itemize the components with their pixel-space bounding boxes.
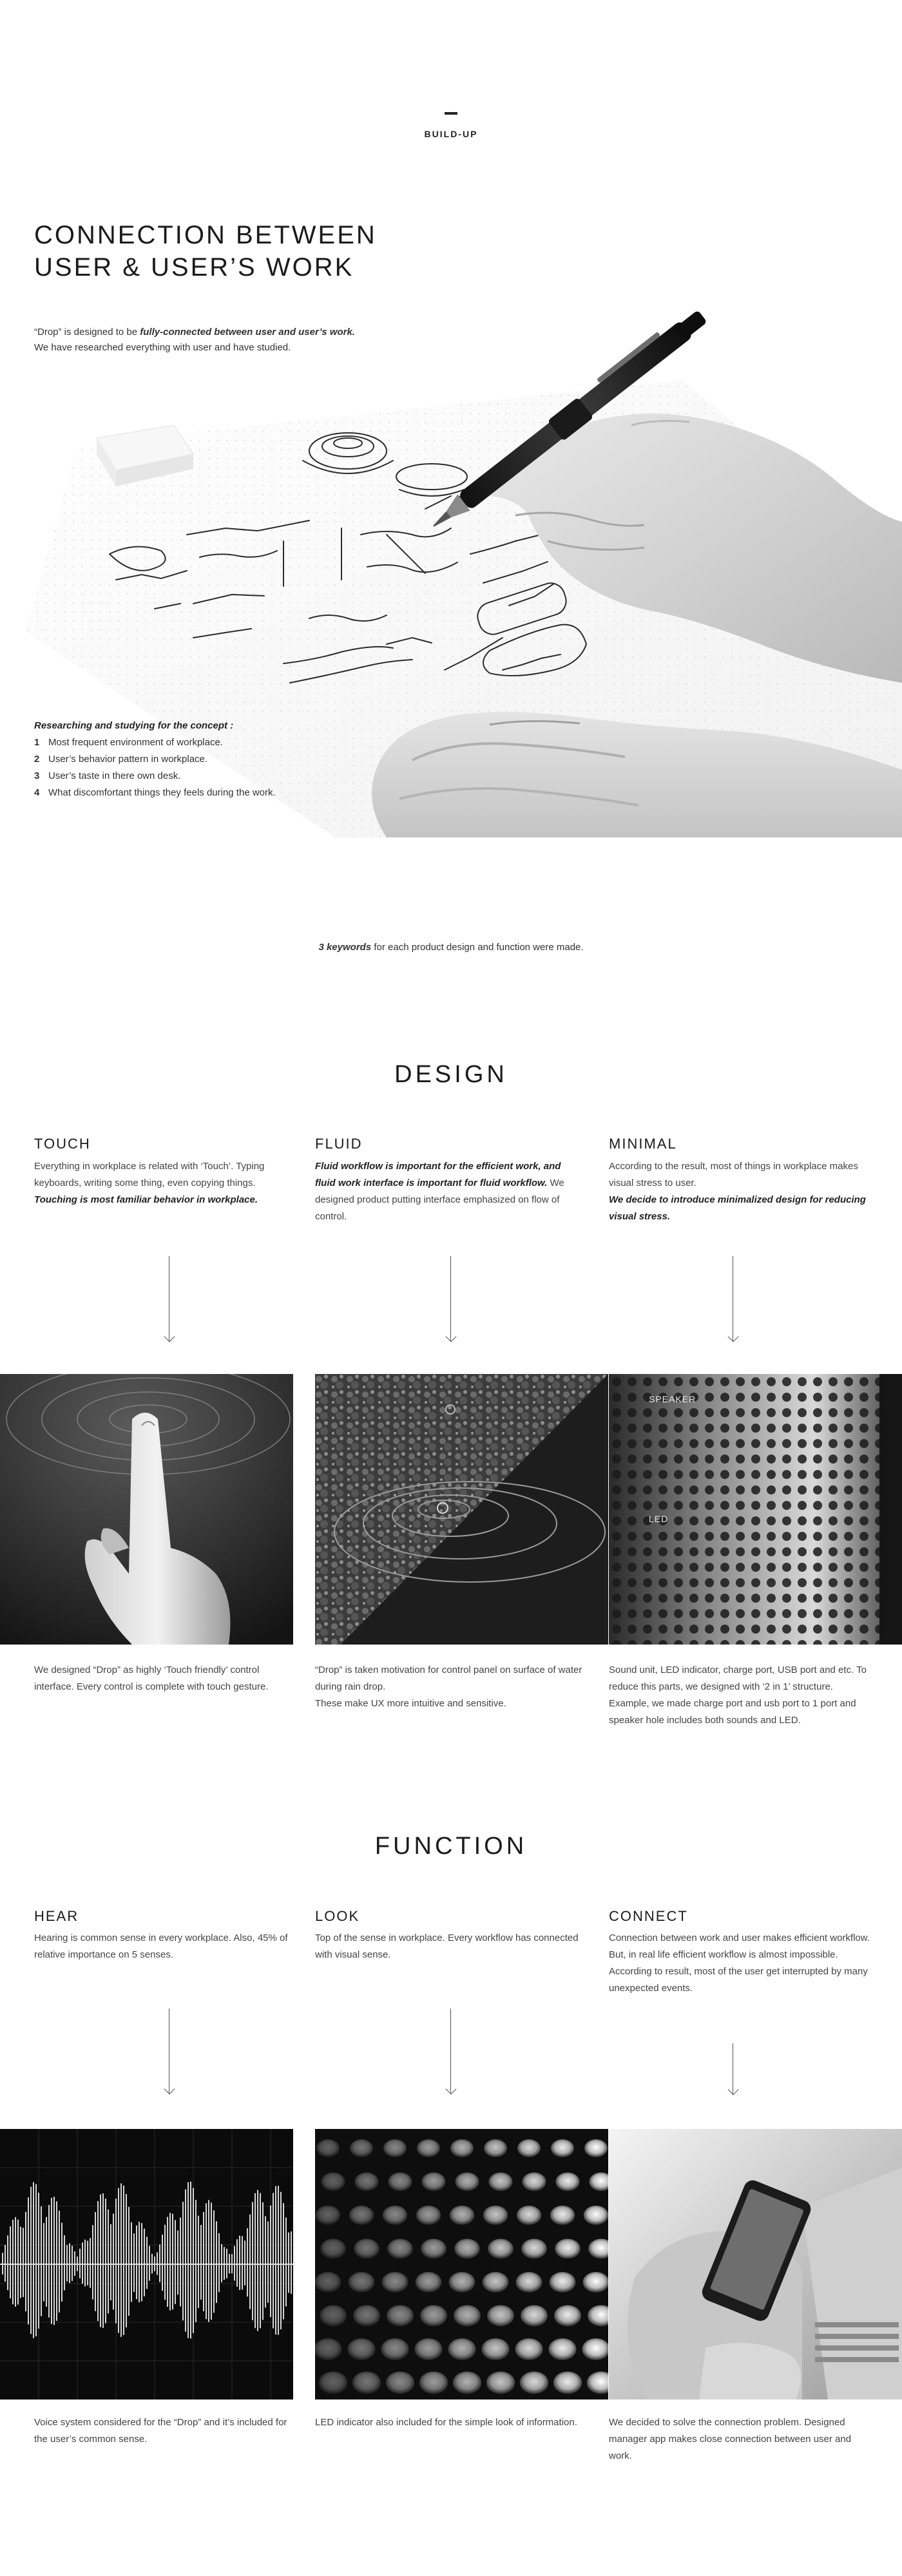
function-hear-caption: Voice system considered for the “Drop” and it’s included for the user’s common sense.: [34, 2417, 287, 2445]
design-minimal-title: MINIMAL: [609, 1136, 677, 1152]
design-fluid-caption: “Drop” is taken motivation for control panel on surface of water during rain drop. These make UX more intuitive and sensitive.: [315, 1665, 582, 1709]
function-connect-text: Connection between work and user makes efficient workflow. But, in real life efficient workflow is almost impossible. According to result, most of the user get interrupted by many unexpected events.: [609, 1932, 870, 1994]
led-dot: [416, 2272, 442, 2293]
led-dot: [488, 2173, 512, 2191]
led-dot: [421, 2173, 445, 2191]
research-item-text: User’s taste in there own desk.: [48, 770, 181, 781]
led-dot: [316, 2139, 340, 2157]
design-touch-title: TOUCH: [34, 1136, 91, 1152]
led-dot: [387, 2305, 414, 2327]
led-dot: [353, 2305, 380, 2327]
led-dot: [553, 2372, 582, 2394]
led-dot: [319, 2372, 347, 2394]
arrow-down-icon: [163, 1256, 176, 1343]
function-heading: FUNCTION: [374, 1833, 528, 1860]
design-touch-text: [34, 1158, 298, 1208]
led-dot: [448, 2338, 475, 2360]
led-dot: [321, 2173, 345, 2191]
led-dot: [352, 2372, 381, 2394]
led-dot: [419, 2372, 448, 2394]
led-dot: [450, 2206, 474, 2225]
research-item: [34, 734, 395, 751]
led-dot: [453, 2372, 481, 2394]
function-look-caption: LED indicator also included for the simple look of information.: [315, 2417, 577, 2428]
hero-intro-emphasis: fully-connected between user and user’s work.: [140, 327, 355, 338]
led-dot: [449, 2272, 475, 2293]
led-dot: [417, 2139, 440, 2157]
design-minimal-caption: Sound unit, LED indicator, charge port, USB port and etc. To reduce this parts, we designed with ‘2 in 1’ structure. Example, we made charge port and usb port to 1 port and speaker hole includes both sounds and LED.: [609, 1665, 867, 1726]
led-dot: [386, 2372, 414, 2394]
led-dot: [521, 2305, 548, 2327]
led-dot: [420, 2305, 447, 2327]
research-item: [34, 768, 395, 785]
research-list: [34, 718, 395, 801]
hero-title-line1: CONNECTION BETWEEN: [34, 221, 377, 249]
led-label: LED: [649, 1514, 669, 1524]
fluid-water-drop-image: [315, 1374, 608, 1645]
hero-intro-line1: [34, 325, 485, 340]
led-dot: [381, 2338, 408, 2360]
led-dot: [421, 2239, 446, 2259]
hero-title-line2: USER & USER’S WORK: [34, 253, 354, 281]
arrow-down-icon: [163, 2008, 176, 2095]
research-item-number: 3: [34, 770, 40, 781]
research-item-text: Most frequent environment of workplace.: [48, 737, 223, 748]
led-dot: [315, 2338, 342, 2360]
led-dot: [349, 2272, 375, 2293]
keywords-rest: for each product design and function were made.: [371, 942, 584, 953]
led-dot: [483, 2272, 509, 2293]
hero-intro-line2: We have researched everything with user and have studied.: [34, 342, 291, 353]
design-touch-text-plain: Everything in workplace is related with ‘Touch’. Typing keyboards, writing some thing, even copying things.: [34, 1161, 265, 1188]
led-dot: [414, 2338, 442, 2360]
research-item: [34, 751, 395, 768]
led-dot: [354, 2239, 379, 2259]
led-dot: [520, 2372, 548, 2394]
design-fluid-text-plain: We designed product putting interface emphasized on flow of control.: [315, 1178, 564, 1222]
design-touch-text-emphasis: Touching is most familiar behavior in workplace.: [34, 1194, 258, 1205]
led-dot: [349, 2206, 374, 2225]
section-label: BUILD-UP: [424, 129, 478, 139]
research-item: [34, 785, 395, 801]
arrow-down-icon: [727, 1256, 740, 1343]
led-dot: [455, 2173, 479, 2191]
led-dot: [517, 2206, 541, 2225]
led-dot: [554, 2305, 581, 2327]
look-led-image: [315, 2129, 608, 2399]
led-dot: [388, 2173, 412, 2191]
research-item-text: User’s behavior pattern in workplace.: [48, 754, 208, 765]
led-dot: [488, 2239, 513, 2259]
hear-waveform-image: [0, 2129, 293, 2399]
design-heading: DESIGN: [394, 1061, 508, 1088]
led-dot: [487, 2305, 514, 2327]
keywords-line: [0, 942, 902, 953]
led-dot: [320, 2305, 347, 2327]
led-dot: [521, 2239, 547, 2259]
led-dot: [550, 2206, 575, 2225]
led-dot: [450, 2139, 474, 2157]
hero-title: [34, 219, 377, 283]
led-dot: [481, 2338, 509, 2360]
minimal-speaker-image: [609, 1374, 902, 1645]
led-dot: [316, 2206, 340, 2225]
led-dot: [315, 2272, 341, 2293]
function-look-title: LOOK: [315, 1908, 360, 1924]
hero-intro-plain: “Drop” is designed to be: [34, 327, 140, 338]
function-hear-title: HEAR: [34, 1908, 79, 1924]
led-dot: [483, 2206, 508, 2225]
hero-intro: [34, 325, 485, 356]
led-dot: [522, 2173, 546, 2191]
design-fluid-text-emphasis: Fluid workflow is important for the efficient work, and fluid work interface is important for fluid workflow.: [315, 1161, 561, 1188]
led-dot: [416, 2206, 441, 2225]
led-dot: [382, 2272, 408, 2293]
function-hear-text: Hearing is common sense in every workplace. Also, 45% of relative importance on 5 senses.: [34, 1932, 288, 1960]
function-connect-caption: We decided to solve the connection problem. Designed manager app makes close connection between user and work.: [609, 2417, 852, 2461]
connect-phone-image: [609, 2129, 902, 2399]
led-dot: [320, 2239, 346, 2259]
header-dash: [445, 112, 457, 115]
led-dot: [354, 2173, 378, 2191]
design-fluid-title: FLUID: [315, 1136, 363, 1152]
touch-finger-image: [0, 1374, 293, 1645]
led-dot: [555, 2173, 579, 2191]
arrow-down-icon: [445, 2008, 457, 2095]
led-dot: [517, 2139, 541, 2157]
design-fluid-text: [315, 1158, 579, 1225]
research-item-number: 2: [34, 754, 40, 765]
led-dot: [383, 2206, 407, 2225]
design-minimal-text-emphasis: We decide to introduce minimalized design for reducing visual stress.: [609, 1194, 866, 1222]
research-item-number: 1: [34, 737, 40, 748]
keywords-emphasis: 3 keywords: [318, 942, 372, 953]
led-dot: [584, 2139, 608, 2157]
led-dot: [551, 2139, 574, 2157]
led-dot: [387, 2239, 413, 2259]
speaker-label: SPEAKER: [649, 1394, 696, 1404]
led-dot: [516, 2272, 542, 2293]
led-dot: [484, 2139, 507, 2157]
led-dot: [550, 2272, 576, 2293]
led-dot: [584, 2206, 608, 2225]
design-minimal-text: [609, 1158, 873, 1225]
function-look-text: Top of the sense in workplace. Every workflow has connected with visual sense.: [315, 1932, 579, 1960]
led-dot: [383, 2139, 407, 2157]
led-dot: [486, 2372, 515, 2394]
arrow-down-icon: [445, 1256, 457, 1343]
design-touch-caption: We designed “Drop” as highly ‘Touch friendly’ control interface. Every control is complete with touch gesture.: [34, 1665, 269, 1692]
research-item-text: What discomfortant things they feels during the work.: [48, 787, 276, 798]
led-dot: [583, 2272, 608, 2293]
led-dot: [454, 2239, 480, 2259]
led-dot: [548, 2338, 576, 2360]
led-dot: [454, 2305, 481, 2327]
design-minimal-text-plain: According to the result, most of things in workplace makes visual stress to user.: [609, 1161, 858, 1188]
led-dot: [347, 2338, 375, 2360]
led-dot: [555, 2239, 581, 2259]
arrow-down-icon: [727, 2043, 740, 2096]
function-connect-title: CONNECT: [609, 1908, 688, 1924]
research-heading: Researching and studying for the concept :: [34, 720, 234, 731]
research-item-number: 4: [34, 787, 40, 798]
led-dot: [350, 2139, 373, 2157]
led-dot: [515, 2338, 542, 2360]
